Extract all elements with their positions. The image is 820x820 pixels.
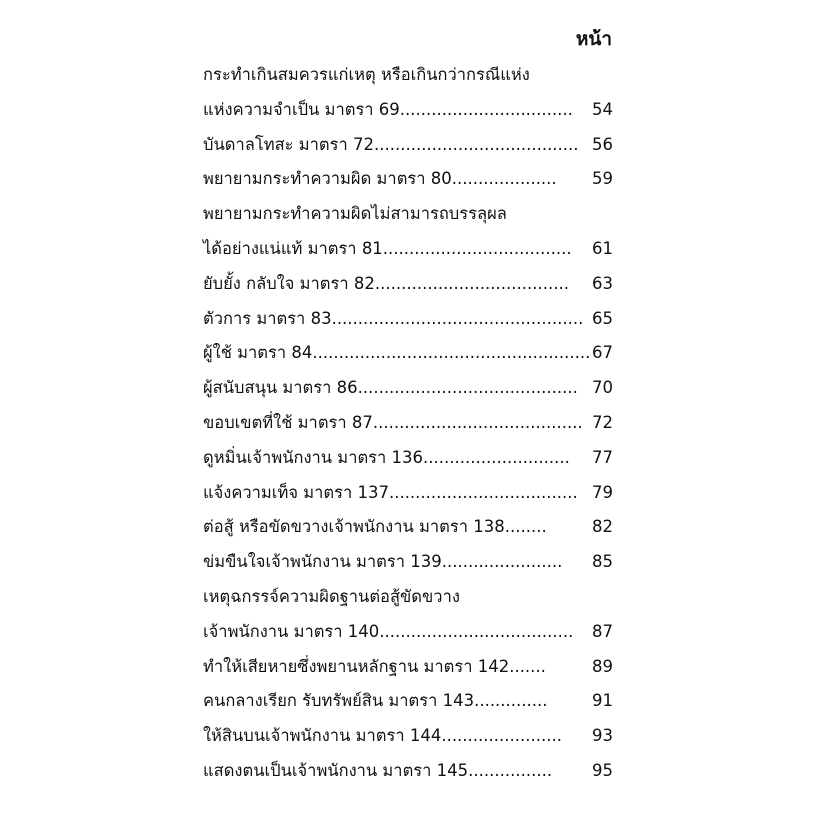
- toc-entry: [203, 650, 613, 685]
- toc-entry: [203, 232, 613, 267]
- toc-entry-title: เหตุฉกรรจ์ความผิดฐานต่อสู้ขัดขวาง: [203, 586, 460, 606]
- toc-entry-page: 59: [592, 169, 613, 189]
- toc-entry-title: ได้อย่างแน่แท้ มาตรา 81....................................: [203, 238, 572, 258]
- toc-entry-title: พยายามกระทำความผิด มาตรา 80....................: [203, 169, 557, 189]
- toc-entry-title: ต่อสู้ หรือขัดขวางเจ้าพนักงาน มาตรา 138........: [203, 517, 547, 537]
- toc-entry-title: ดูหมิ่นเจ้าพนักงาน มาตรา 136............................: [203, 447, 570, 467]
- toc-entry-title: ผู้สนับสนุน มาตรา 86..........................................: [203, 378, 578, 398]
- toc-entry-page: 67: [592, 343, 613, 363]
- toc-entry-page: 63: [592, 273, 613, 293]
- toc-entry: [203, 719, 613, 754]
- toc-entry-page: 79: [592, 482, 613, 502]
- toc-entry-page: 82: [592, 517, 613, 537]
- table-of-contents: [203, 58, 613, 789]
- toc-entry-page: 85: [592, 552, 613, 572]
- toc-entry-page: 77: [592, 447, 613, 467]
- toc-entry: [203, 615, 613, 650]
- toc-entry-title: ทำให้เสียหายซึ่งพยานหลักฐาน มาตรา 142.......: [203, 656, 546, 676]
- toc-entry: [203, 406, 613, 441]
- toc-entry: [203, 754, 613, 789]
- toc-entry-title: แสดงตนเป็นเจ้าพนักงาน มาตรา 145................: [203, 760, 553, 780]
- toc-entry: [203, 510, 613, 545]
- toc-entry-title: กระทำเกินสมควรแก่เหตุ หรือเกินกว่ากรณีแห่ง: [203, 65, 530, 84]
- toc-entry: [203, 128, 613, 163]
- page-column-header: หน้า: [575, 28, 612, 50]
- toc-entry-page: 93: [592, 726, 613, 746]
- toc-entry: [203, 545, 613, 580]
- toc-entry-title: ข่มขืนใจเจ้าพนักงาน มาตรา 139.......................: [203, 552, 563, 572]
- toc-entry-title: บันดาลโทสะ มาตรา 72.......................................: [203, 134, 579, 154]
- toc-entry-page: 54: [592, 99, 613, 119]
- toc-entry-page: 72: [592, 412, 613, 432]
- toc-entry-title: พยายามกระทำความผิดไม่สามารถบรรลุผล: [203, 204, 507, 224]
- toc-entry-title: ให้สินบนเจ้าพนักงาน มาตรา 144.......................: [203, 726, 562, 746]
- toc-entry: [203, 476, 613, 511]
- toc-entry-page: 56: [592, 134, 613, 154]
- toc-entry: [203, 371, 613, 406]
- toc-entry-title: แห่งความจำเป็น มาตรา 69.................................: [203, 99, 573, 119]
- toc-entry-page: 87: [592, 621, 613, 641]
- toc-entry-page: 89: [592, 656, 613, 676]
- toc-entry-title: แจ้งความเท็จ มาตรา 137....................................: [203, 482, 578, 502]
- toc-entry-page: 65: [592, 308, 613, 328]
- toc-entry-page: 70: [592, 378, 613, 398]
- toc-entry: [203, 58, 613, 93]
- toc-entry: [203, 336, 613, 371]
- toc-entry-title: ผู้ใช้ มาตรา 84.....................................................: [203, 343, 591, 363]
- toc-entry-page: 95: [592, 760, 613, 780]
- toc-entry-title: เจ้าพนักงาน มาตรา 140.....................................: [203, 621, 574, 641]
- toc-entry-page: 91: [592, 691, 613, 711]
- toc-entry: [203, 684, 613, 719]
- toc-entry: [203, 93, 613, 128]
- toc-entry-title: ยับยั้ง กลับใจ มาตรา 82.....................................: [203, 273, 569, 293]
- toc-entry: [203, 267, 613, 302]
- toc-entry: [203, 580, 613, 615]
- toc-entry: [203, 162, 613, 197]
- toc-entry-title: ขอบเขตที่ใช้ มาตรา 87........................................: [203, 412, 583, 432]
- toc-entry: [203, 441, 613, 476]
- toc-entry-title: ตัวการ มาตรา 83................................................: [203, 308, 584, 328]
- toc-entry-title: คนกลางเรียก รับทรัพย์สิน มาตรา 143..............: [203, 691, 548, 711]
- toc-entry-page: 61: [592, 238, 613, 258]
- toc-entry: [203, 302, 613, 337]
- toc-entry: [203, 197, 613, 232]
